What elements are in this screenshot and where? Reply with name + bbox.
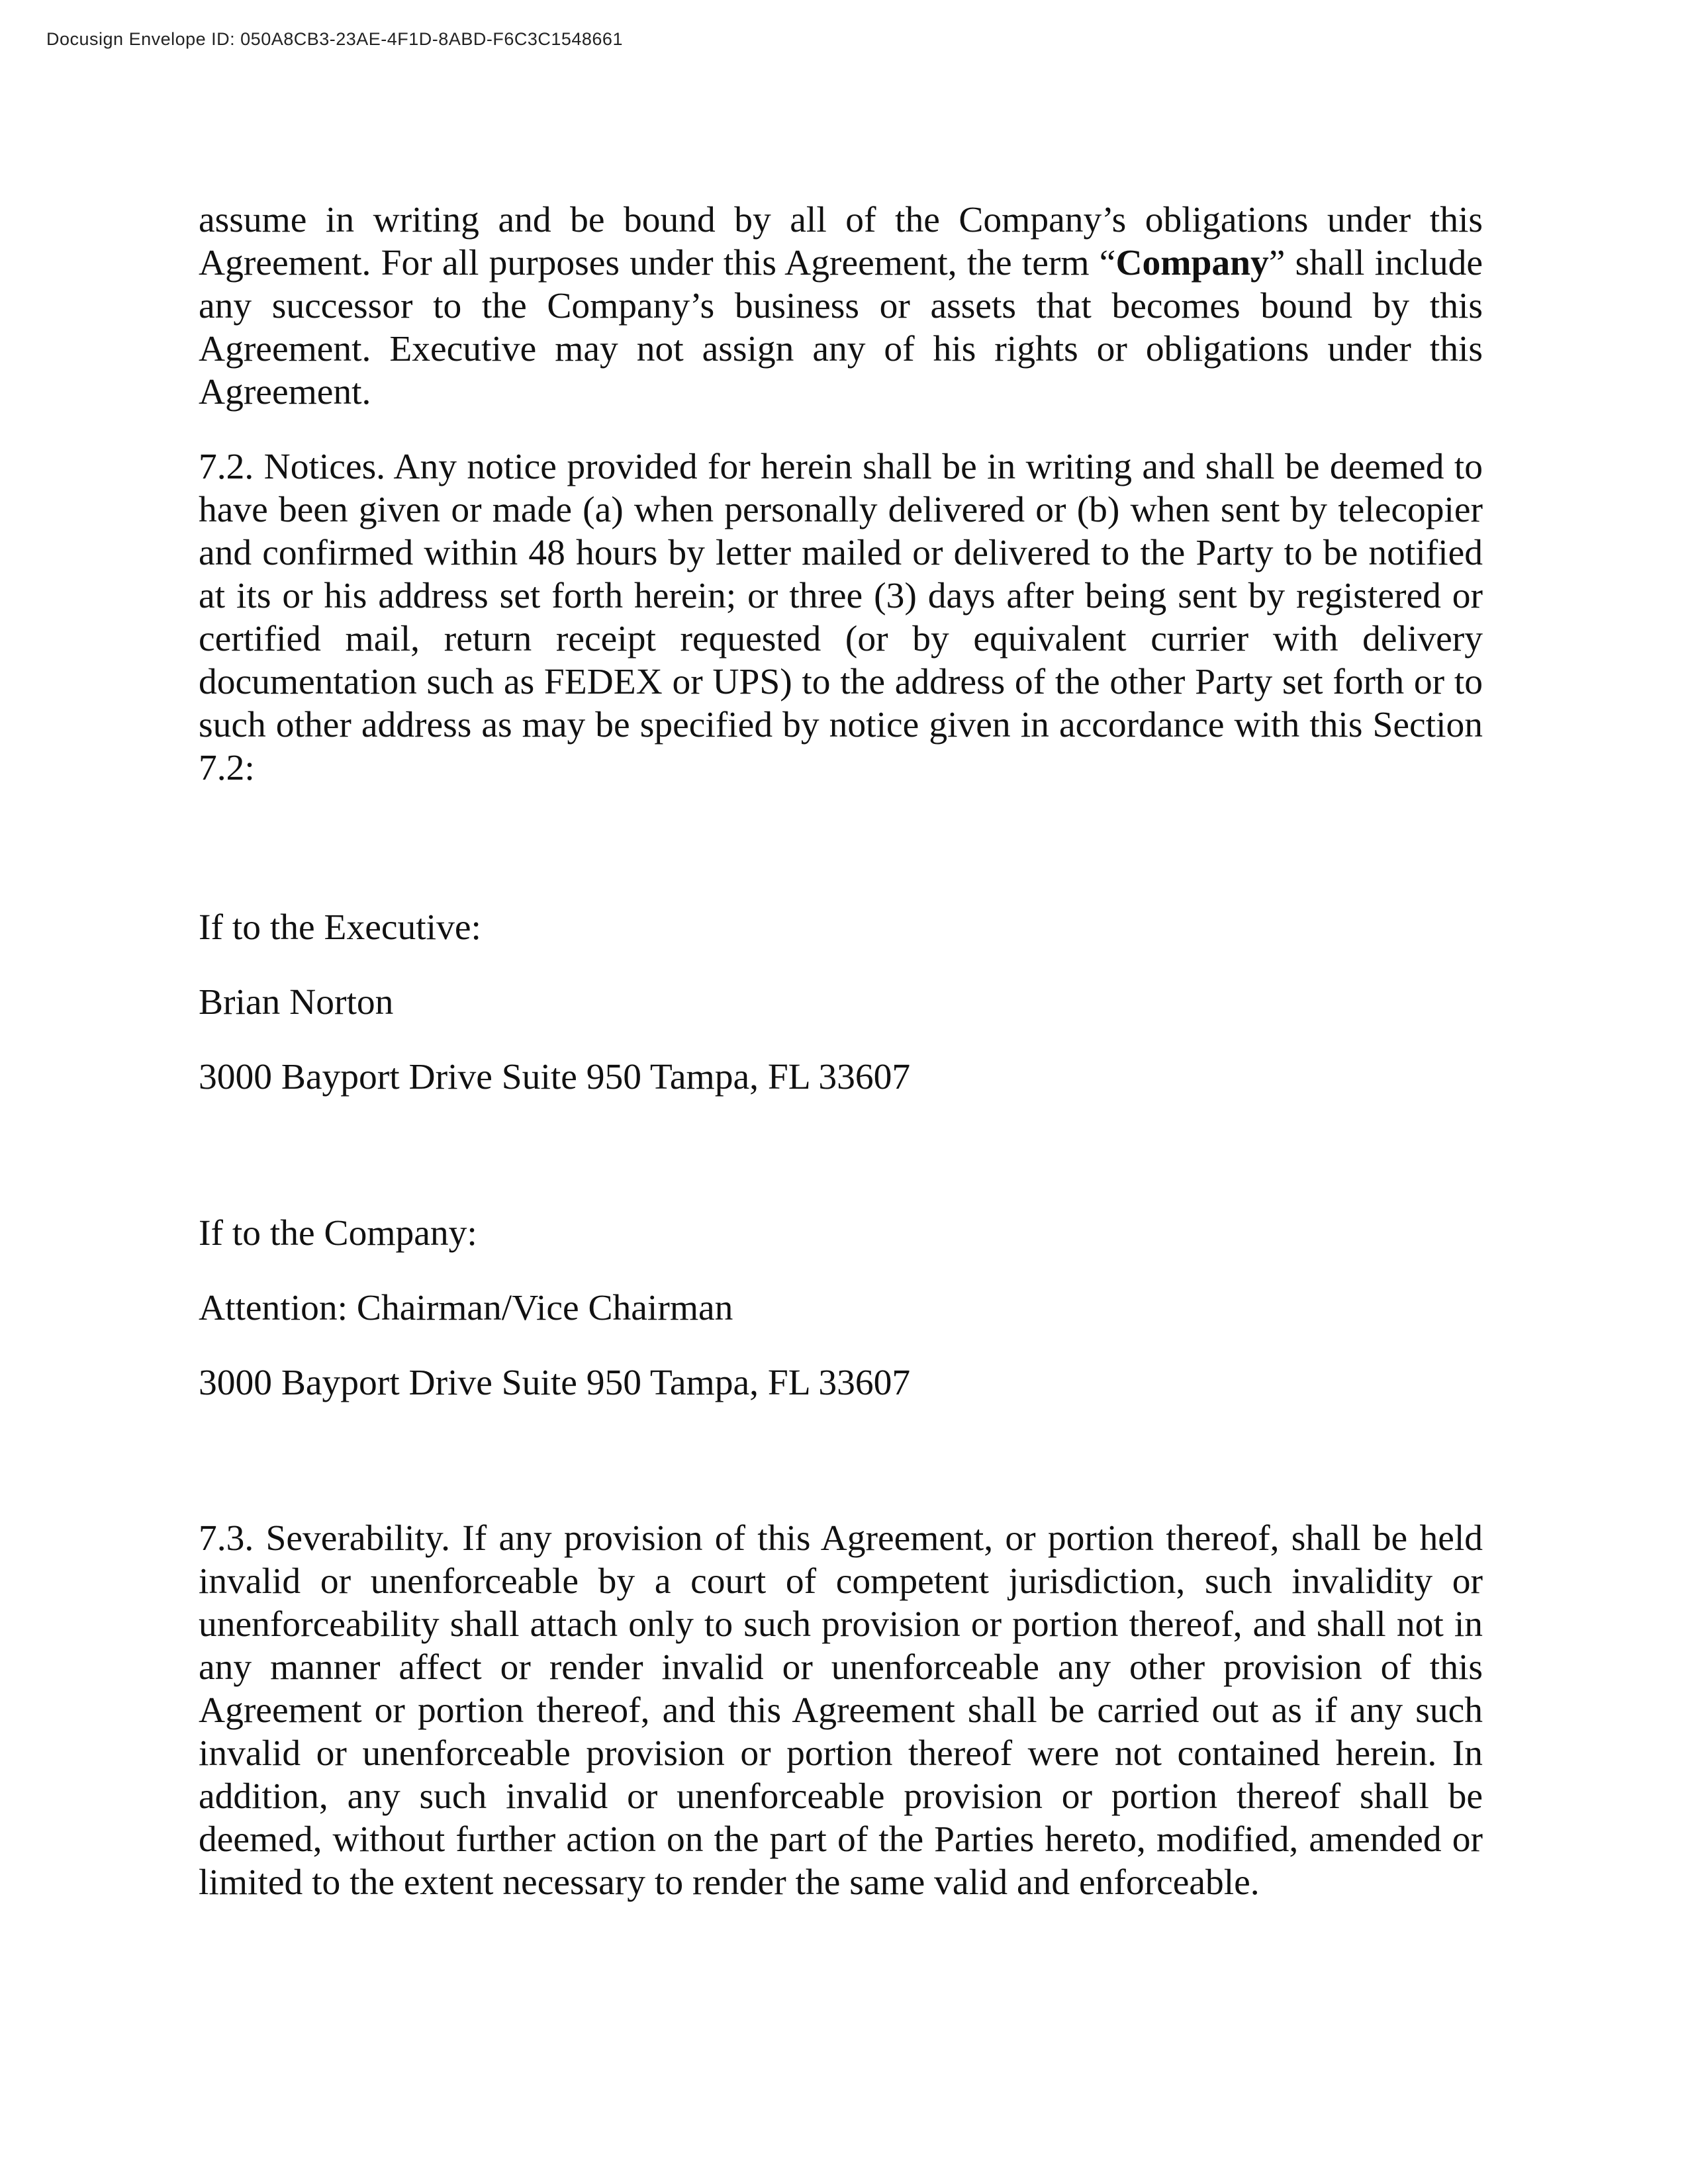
section-7-1-text-before-term: assume in writing and be bound by all of the Company’s obligations under this Agreement. For all purposes under this Agreement, the term “ bbox=[199, 200, 1483, 283]
section-7-3-severability-paragraph: 7.3. Severability. If any provision of this Agreement, or portion thereof, shall be held invalid or unenforceable by a court of competent jurisdiction, such invalidity or unenforceability shall attach only to such provision or portion thereof, and shall not in any manner affect or render invalid or unenforceable any other provision of this Agreement or portion thereof, and this Agreement shall be carried out as if any such invalid or unenforceable provision or portion thereof were not contained herein. In addition, any such invalid or unenforceable provision or portion thereof shall be deemed, without further action on the part of the Parties hereto, modified, amended or limited to the extent necessary to render the same valid and enforceable. bbox=[199, 1518, 1483, 1903]
company-address: 3000 Bayport Drive Suite 950 Tampa, FL 33607 bbox=[199, 1363, 911, 1403]
docusign-envelope-id: Docusign Envelope ID: 050A8CB3-23AE-4F1D-8ABD-F6C3C1548661 bbox=[46, 29, 623, 49]
company-notice-label: If to the Company: bbox=[199, 1213, 477, 1253]
executive-address: 3000 Bayport Drive Suite 950 Tampa, FL 33607 bbox=[199, 1057, 911, 1097]
section-7-1-text-after-term: ” shall include any successor to the Company’s business or assets that becomes bound by this Agreement. Executive may not assign any of his rights or obligations under this Agreement. bbox=[199, 243, 1483, 412]
executive-notice-label: If to the Executive: bbox=[199, 907, 481, 948]
section-7-1-continued-paragraph bbox=[199, 199, 1483, 414]
executive-notice-address-block bbox=[199, 906, 1483, 1099]
document-page-body bbox=[199, 199, 1483, 1904]
defined-term-company: Company bbox=[1115, 243, 1269, 283]
company-notice-address-block bbox=[199, 1212, 1483, 1404]
company-attention-line: Attention: Chairman/Vice Chairman bbox=[199, 1288, 733, 1328]
executive-name: Brian Norton bbox=[199, 982, 394, 1023]
section-7-2-notices-paragraph: 7.2. Notices. Any notice provided for herein shall be in writing and shall be deemed to have been given or made (a) when personally delivered or (b) when sent by telecopier and confirmed within 48 hours by letter mailed or delivered to the Party to be notified at its or his address set forth herein; or three (3) days after being sent by registered or certified mail, return receipt requested (or by equivalent currier with delivery documentation such as FEDEX or UPS) to the address of the other Party set forth or to such other address as may be specified by notice given in accordance with this Section 7.2: bbox=[199, 447, 1483, 788]
